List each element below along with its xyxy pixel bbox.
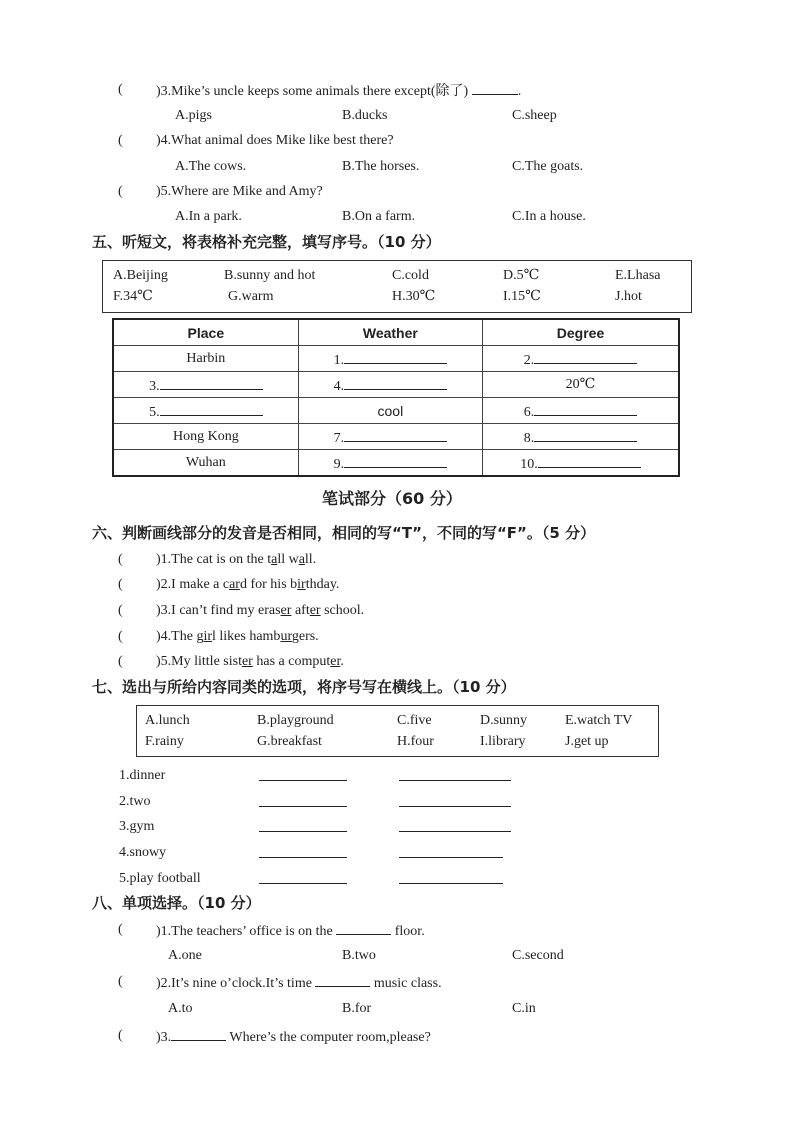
text: has a comput: [252, 654, 331, 669]
option-item: I.15℃: [503, 289, 541, 304]
text: ll.: [304, 552, 317, 567]
text: Where’s the computer room,please?: [226, 1030, 431, 1045]
option-item: A.Beijing: [113, 268, 168, 283]
answer-line[interactable]: [399, 817, 511, 837]
s6-question-2: )2.I make a card for his birthday.: [156, 577, 340, 592]
answer-blank[interactable]: [160, 375, 263, 390]
q3-close: ): [156, 84, 161, 99]
answer-line[interactable]: [399, 843, 503, 863]
s7-item: 2.two: [119, 794, 151, 809]
table-header: Degree: [483, 319, 679, 346]
underlined-sound: ir: [203, 629, 212, 644]
s6-question-1: )1.The cat is on the tall wall.: [156, 552, 317, 567]
q4-paren-open: (: [118, 133, 123, 148]
text: 3.: [160, 1030, 172, 1045]
blank-number: 10.: [520, 456, 538, 472]
answer-paren[interactable]: (: [118, 629, 123, 644]
table-cell[interactable]: [298, 372, 482, 398]
s7-item: 4.snowy: [119, 845, 167, 860]
table-cell: cool: [298, 398, 482, 424]
answer-blank[interactable]: [344, 453, 447, 468]
section-8-heading: 八、单项选择。（10 分）: [92, 894, 261, 912]
answer-blank[interactable]: [534, 401, 637, 416]
question-3: [156, 80, 521, 100]
text: 2.I make a c: [160, 577, 230, 592]
text: .: [340, 654, 344, 669]
option-c[interactable]: C.in: [512, 1001, 536, 1016]
answer-line[interactable]: [259, 817, 347, 837]
option-item: I.library: [480, 734, 526, 749]
option-item: G.breakfast: [257, 734, 322, 749]
answer-blank[interactable]: [315, 972, 370, 987]
blank-number: 9.: [333, 456, 345, 472]
q4-close: ): [156, 133, 161, 148]
answer-blank[interactable]: [344, 349, 447, 364]
blank-number: 1.: [333, 352, 345, 368]
s8-question-3: )3. Where’s the computer room,please?: [156, 1026, 431, 1046]
blank-number: 4.: [333, 378, 345, 394]
answer-blank[interactable]: [160, 401, 263, 416]
table-cell[interactable]: [113, 372, 298, 398]
table-header: Weather: [298, 319, 482, 346]
table-cell[interactable]: [298, 424, 482, 450]
table-cell: 20℃: [483, 372, 679, 398]
underlined-sound: er: [241, 654, 253, 669]
q5-stem: 5.Where are Mike and Amy?: [160, 184, 323, 199]
option-item: F.rainy: [145, 734, 184, 749]
answer-blank[interactable]: [538, 453, 641, 468]
table-row: [113, 372, 679, 398]
q3-paren-open: (: [118, 82, 123, 97]
option-item: F.34℃: [113, 289, 153, 304]
table-header: Place: [113, 319, 298, 346]
blank-number: 2.: [523, 352, 535, 368]
underlined-sound: ur: [280, 629, 292, 644]
answer-paren[interactable]: (: [118, 552, 123, 567]
text: 3.I can’t find my eras: [160, 603, 281, 618]
option-item: C.cold: [392, 268, 429, 283]
blank-number: 7.: [333, 430, 345, 446]
option-item: G.warm: [228, 289, 274, 304]
answer-blank[interactable]: [534, 349, 637, 364]
s6-question-4: )4.The girl likes hamburgers.: [156, 629, 319, 644]
option-item: J.get up: [565, 734, 609, 749]
table-row: [113, 346, 679, 372]
option-a[interactable]: A.one: [168, 948, 202, 963]
answer-paren[interactable]: (: [118, 654, 123, 669]
option-b[interactable]: B.On a farm.: [342, 209, 416, 224]
option-a[interactable]: A.pigs: [175, 108, 212, 123]
option-item: H.30℃: [392, 289, 436, 304]
option-item: E.watch TV: [565, 713, 633, 728]
answer-paren[interactable]: (: [118, 974, 123, 989]
text: floor.: [391, 924, 425, 939]
q5-close: ): [156, 184, 161, 199]
s7-item: 3.gym: [119, 819, 155, 834]
s7-item: 1.dinner: [119, 768, 166, 783]
option-b[interactable]: B.for: [342, 1001, 372, 1016]
table-row: [113, 424, 679, 450]
table-cell[interactable]: [483, 450, 679, 477]
option-item: D.5℃: [503, 268, 540, 283]
text: 2.It’s nine o’clock.It’s time: [160, 976, 316, 991]
q3-end: .: [517, 84, 522, 99]
option-a[interactable]: A.The cows.: [175, 159, 247, 174]
underlined-sound: a: [271, 552, 278, 567]
answer-paren[interactable]: (: [118, 603, 123, 618]
text: ll w: [277, 552, 299, 567]
answer-blank[interactable]: [344, 427, 447, 442]
text: thday.: [305, 577, 340, 592]
option-b[interactable]: B.ducks: [342, 108, 388, 123]
s8-question-2: )2.It’s nine o’clock.It’s time music class.: [156, 972, 442, 992]
text: 1.The teachers’ office is on the: [160, 924, 337, 939]
option-item: B.sunny and hot: [224, 268, 316, 283]
text: music class.: [370, 976, 442, 991]
option-item: J.hot: [615, 289, 642, 304]
option-item: A.lunch: [145, 713, 190, 728]
table-cell[interactable]: [483, 398, 679, 424]
underlined-sound: er: [309, 603, 321, 618]
q4-stem: 4.What animal does Mike like best there?: [160, 133, 394, 148]
answer-line[interactable]: [399, 869, 503, 889]
text: l likes hamb: [212, 629, 281, 644]
option-item: E.Lhasa: [615, 268, 661, 283]
table-row: [113, 450, 679, 477]
table-cell[interactable]: [298, 346, 482, 372]
option-a[interactable]: A.to: [168, 1001, 193, 1016]
table-cell[interactable]: [113, 398, 298, 424]
option-c[interactable]: C.sheep: [512, 108, 557, 123]
s7-item: 5.play football: [119, 871, 201, 886]
s6-question-5: )5.My little sister has a computer.: [156, 654, 344, 669]
answer-line[interactable]: [259, 869, 347, 889]
answer-line[interactable]: [399, 766, 511, 786]
answer-blank[interactable]: [336, 920, 391, 935]
text: gers.: [291, 629, 319, 644]
table-cell[interactable]: [483, 424, 679, 450]
option-a[interactable]: A.In a park.: [175, 209, 242, 224]
table-header-row: [113, 319, 679, 346]
written-part-title: 笔试部分（60 分）: [322, 489, 462, 508]
blank-number: 6.: [523, 404, 535, 420]
underlined-sound: ar: [229, 577, 240, 592]
blank-number: 5.: [149, 404, 160, 420]
underlined-sound: ir: [297, 577, 306, 592]
answer-paren[interactable]: (: [118, 577, 123, 592]
underlined-sound: er: [280, 603, 292, 618]
table-cell[interactable]: [483, 346, 679, 372]
text: 1.The cat is on the t: [160, 552, 272, 567]
blank-number: 3.: [149, 378, 160, 394]
option-item: C.five: [397, 713, 432, 728]
answer-blank[interactable]: [534, 427, 637, 442]
text: d for his b: [239, 577, 298, 592]
table-cell: Harbin: [113, 346, 298, 372]
answer-line[interactable]: [399, 792, 511, 812]
answer-line[interactable]: [259, 792, 347, 812]
section-5-heading: 五、听短文，将表格补充完整，填写序号。（10 分）: [92, 233, 441, 251]
answer-line[interactable]: [259, 766, 347, 786]
section-7-heading: 七、选出与所给内容同类的选项，将序号写在横线上。（10 分）: [92, 678, 516, 696]
answer-paren[interactable]: (: [118, 1028, 123, 1043]
text: 4.The g: [160, 629, 204, 644]
table-row: [113, 398, 679, 424]
option-b[interactable]: B.two: [342, 948, 376, 963]
table-cell: Wuhan: [113, 450, 298, 477]
underlined-sound: a: [298, 552, 305, 567]
option-item: B.playground: [257, 713, 334, 728]
weather-table: [112, 318, 680, 477]
option-c[interactable]: C.The goats.: [512, 159, 584, 174]
question-4: [156, 131, 394, 151]
text: 5.My little sist: [160, 654, 242, 669]
option-item: D.sunny: [480, 713, 528, 728]
q3-stem: 3.Mike’s uncle keeps some animals there except(除了): [160, 84, 472, 99]
answer-paren[interactable]: (: [118, 922, 123, 937]
option-item: H.four: [397, 734, 434, 749]
option-c[interactable]: C.second: [512, 948, 564, 963]
answer-blank[interactable]: [171, 1026, 226, 1041]
s6-question-3: )3.I can’t find my eraser after school.: [156, 603, 365, 618]
section-6-heading: 六、判断画线部分的发音是否相同，相同的写“T”，不同的写“F”。（5 分）: [92, 524, 596, 542]
answer-blank[interactable]: [472, 80, 518, 95]
blank-number: 8.: [523, 430, 535, 446]
option-c[interactable]: C.In a house.: [512, 209, 586, 224]
answer-blank[interactable]: [344, 375, 447, 390]
q5-paren-open: (: [118, 184, 123, 199]
question-5: [156, 182, 323, 202]
table-cell[interactable]: [298, 450, 482, 477]
underlined-sound: er: [330, 654, 341, 669]
table-cell: Hong Kong: [113, 424, 298, 450]
text: school.: [320, 603, 365, 618]
option-b[interactable]: B.The horses.: [342, 159, 420, 174]
answer-line[interactable]: [259, 843, 347, 863]
s8-question-1: )1.The teachers’ office is on the floor.: [156, 920, 425, 940]
text: aft: [291, 603, 310, 618]
